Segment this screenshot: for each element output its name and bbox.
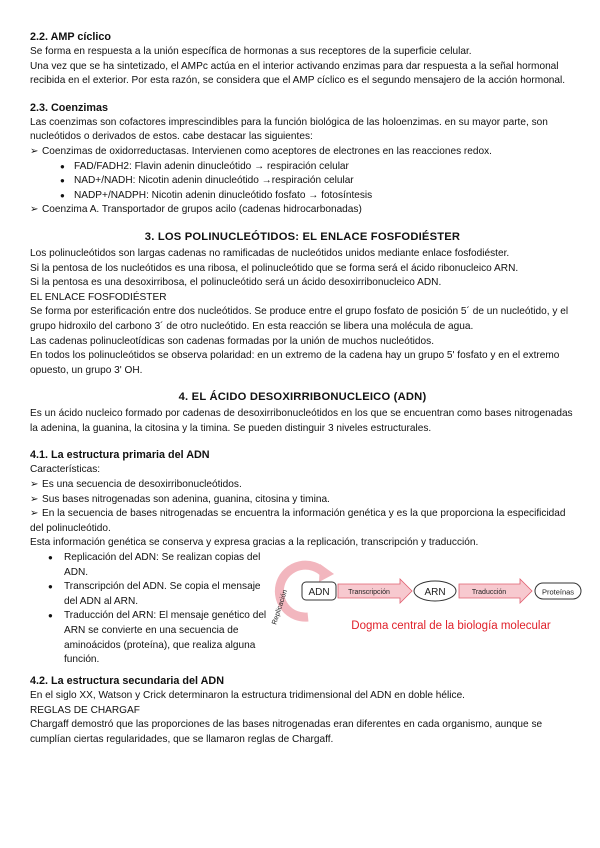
secundaria-p1: En el siglo XX, Watson y Crick determinaron la estructura tridimensional del ADN en doble hélice. bbox=[30, 690, 465, 702]
translation-label: Traducción bbox=[471, 589, 507, 597]
dogma-central-diagram bbox=[264, 555, 584, 655]
amp-paragraph-1: Se forma en respuesta a la unión específica de hormonas a sus receptores de la superficie celular. bbox=[30, 46, 472, 57]
list-item: ● NAD+/NADH: Nicotin adenin dinucleótido →respiración celular bbox=[60, 174, 575, 189]
replication-arrowhead bbox=[319, 564, 334, 582]
polinucleotidos-p7: En todos los polinucleótidos se observa polaridad: en un extremo de la cadena hay un grupo 5' fosfato y en el extremo opuesto, un grupo 3' OH. bbox=[30, 350, 560, 376]
arrow-bullet-icon: ➢ bbox=[30, 204, 39, 216]
primaria-figure-row bbox=[30, 551, 575, 665]
procesos-list bbox=[30, 551, 270, 668]
primaria-arrow-1: ➢ Es una secuencia de desoxirribonucleótidos. bbox=[30, 478, 575, 493]
primaria-arrow-3: ➢ En la secuencia de bases nitrogenadas se encuentra la información genética y es la que proporciona la especificidad del polinucleótido. bbox=[30, 508, 566, 534]
amp-paragraph-2: Una vez que se ha sintetizado, el AMPc actúa en el interior activando enzimas para dar respuesta a la señal hormonal recibida en el exterior. Por esta razón, se considera que el AMP cíclico es el segundo mensajero de la acción hormonal. bbox=[30, 60, 566, 87]
document-page bbox=[30, 30, 575, 747]
arn-ellipse-label: ARN bbox=[424, 587, 446, 599]
enlace-subheading: EL ENLACE FOSFODIÉSTER bbox=[30, 291, 167, 303]
coenzimas-paragraph: Las coenzimas son cofactores imprescindibles para la función biológica de las holoenzimas. en su mayor parte, son nucleótidos o derivados de estos. cabe destacar las siguientes: bbox=[30, 116, 548, 143]
diagram-caption: Dogma central de la biología molecular bbox=[351, 620, 551, 633]
list-item: ● Traducción del ARN: El mensaje genético del ARN se convierte en una secuencia de aminoácidos (proteína), que realiza alguna función. bbox=[48, 609, 270, 667]
secundaria-p3: Chargaff demostró que las proporciones de las bases nitrogenadas eran diferentes en cada organismo, aunque se cumplían ciertas regularidades, que se llamaron reglas de Chargaff. bbox=[30, 719, 543, 745]
arrow-bullet-icon: ➢ bbox=[30, 479, 39, 491]
arrow-bullet-icon: ➢ bbox=[30, 508, 39, 520]
polinucleotidos-p1: Los polinucleótidos son largas cadenas no ramificadas de nucleótidos unidos mediante enlace fosfodiéster. bbox=[30, 247, 510, 259]
list-item: ● FAD/FADH2: Flavin adenin dinucleótido → respiración celular bbox=[60, 160, 575, 175]
arrow-bullet-icon: ➢ bbox=[30, 145, 39, 157]
replication-label: Replicación bbox=[271, 589, 290, 626]
heading-adn: 4. EL ÁCIDO DESOXIRRIBONUCLEICO (ADN) bbox=[178, 391, 427, 404]
coenzimas-arrow-1: ➢ Coenzimas de oxidorreductasas. Intervienen como aceptores de electrones en las reacciones redox. bbox=[30, 145, 575, 160]
polinucleotidos-p5: Se forma por esterificación entre dos nucleótidos. Se produce entre el grupo fosfato de posición 5´ de un nucleótido, y el grupo hidroxilo del carbono 3´ de otro nucleótido. En esta reacción se libera una molécula de agua. bbox=[30, 306, 569, 332]
polinucleotidos-p6: Las cadenas polinucleotídicas son cadenas formadas por la unión de muchos nucleótidos. bbox=[30, 335, 435, 347]
heading-polinucleotidos: 3. LOS POLINUCLEÓTIDOS: EL ENLACE FOSFODIÉSTER bbox=[144, 230, 461, 243]
list-item: ● Replicación del ADN: Se realizan copias del ADN. bbox=[48, 551, 270, 580]
adn-box-label: ADN bbox=[308, 587, 330, 599]
coenzimas-arrow-2: ➢ Coenzima A. Transportador de grupos acilo (cadenas hidrocarbonadas) bbox=[30, 203, 575, 218]
primaria-paragraph-2: Esta información genética se conserva y expresa gracias a la replicación, transcripción y traducción. bbox=[30, 537, 479, 549]
transcription-label: Transcripción bbox=[348, 589, 390, 597]
polinucleotidos-p2: Si la pentosa de los nucleótidos es una ribosa, el polinucleótido que se forma será el ácido ribonucleico ARN. bbox=[30, 262, 519, 274]
arrow-bullet-icon: ➢ bbox=[30, 493, 39, 505]
heading-estructura-secundaria: 4.2. La estructura secundaria del ADN bbox=[30, 675, 225, 688]
list-item: ● Transcripción del ADN. Se copia el mensaje del ADN al ARN. bbox=[48, 580, 270, 609]
proteins-box-label: Proteínas bbox=[541, 587, 575, 597]
chargaf-subheading: REGLAS DE CHARGAF bbox=[30, 704, 140, 716]
primaria-arrow-2: ➢ Sus bases nitrogenadas son adenina, guanina, citosina y timina. bbox=[30, 493, 575, 508]
heading-amp-ciclico: 2.2. AMP cíclico bbox=[30, 31, 112, 43]
heading-coenzimas: 2.3. Coenzimas bbox=[30, 101, 109, 114]
adn-paragraph: Es un ácido nucleico formado por cadenas de desoxirribonucleótidos en los que se encuentran como bases nitrogenadas la adenina, la guanina, la citosina y la timina. Se pueden distinguir 3 niveles estructurales. bbox=[30, 408, 573, 434]
list-item: ● NADP+/NADPH: Nicotin adenin dinucleótido fosfato → fotosíntesis bbox=[60, 189, 575, 204]
coenzimas-list bbox=[30, 160, 575, 204]
caracteristicas-label: Características: bbox=[30, 464, 101, 476]
heading-estructura-primaria: 4.1. La estructura primaria del ADN bbox=[30, 449, 210, 462]
polinucleotidos-p3: Si la pentosa es una desoxirribosa, el polinucleótido será un ácido desoxirribonucleico ADN. bbox=[30, 277, 442, 289]
